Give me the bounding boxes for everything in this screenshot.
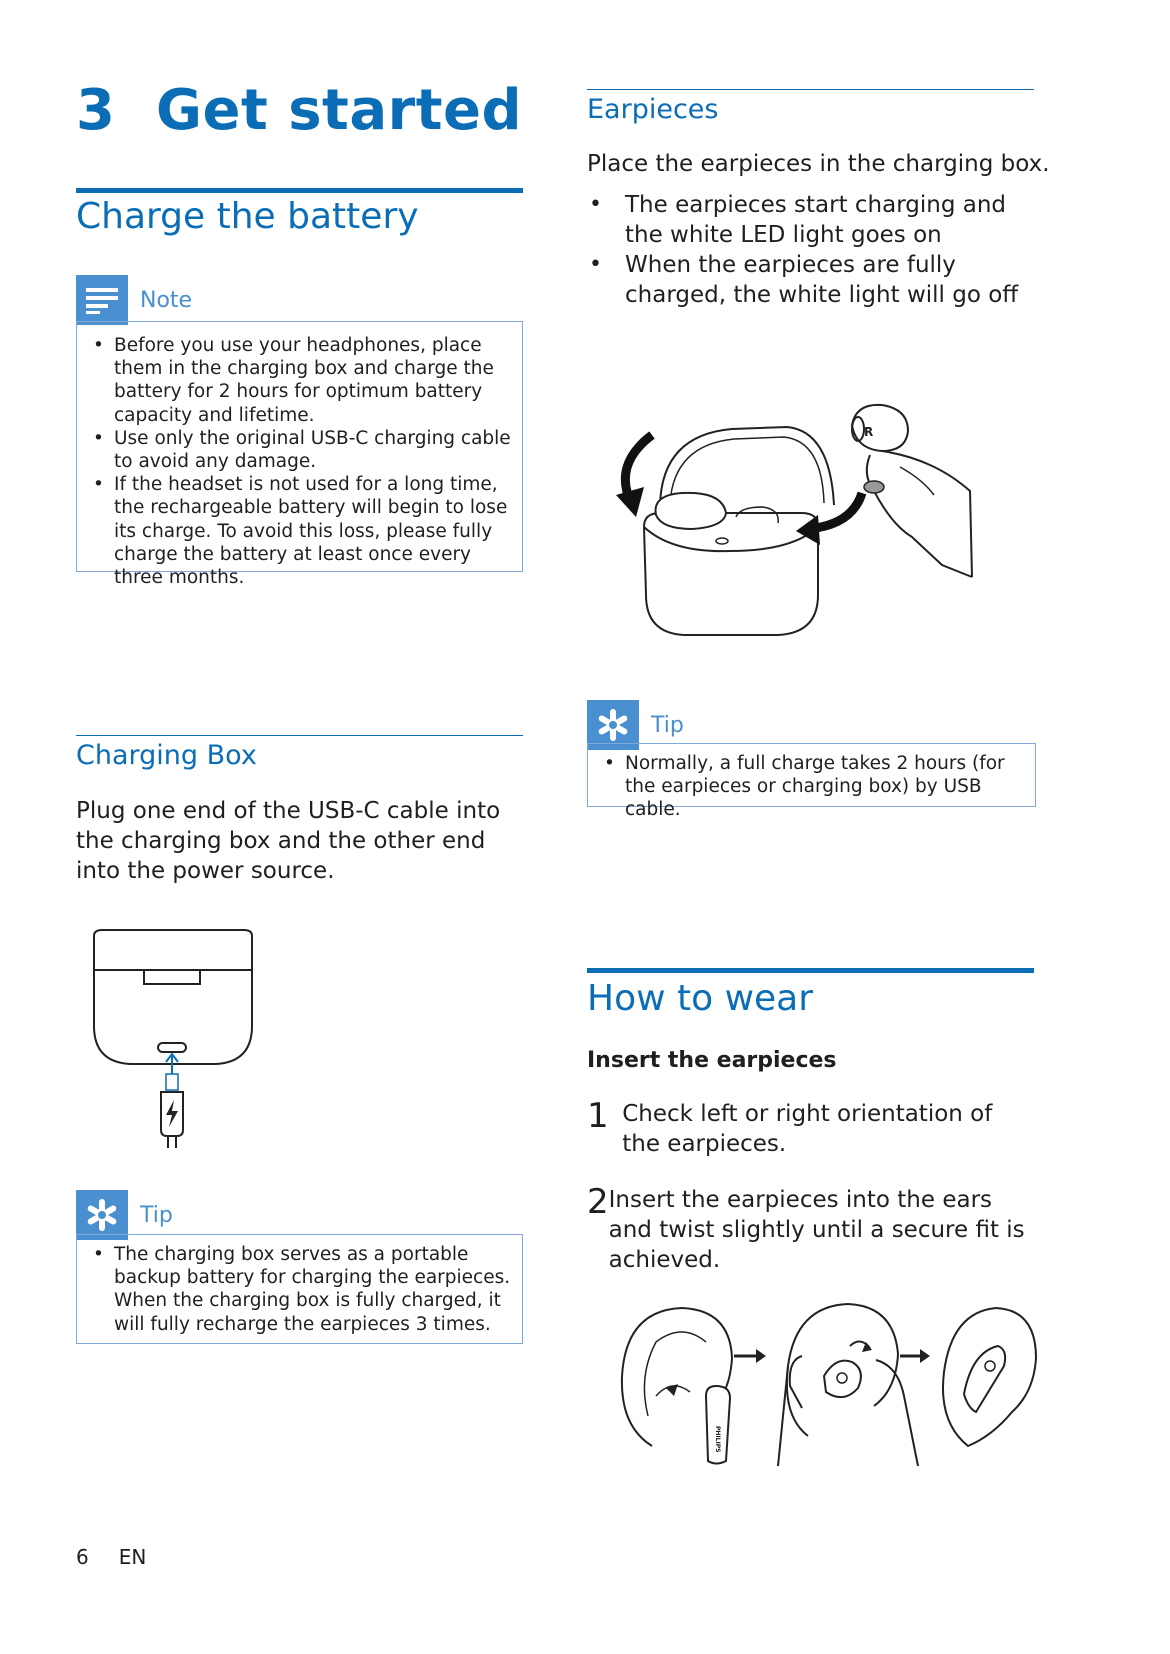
tip-item: • The charging box serves as a portable backup battery for charging the earpieces. When the charging box is fully charged, it will fully recharge the earpieces 3 times. (81, 1243, 512, 1336)
step (587, 1182, 1037, 1275)
how-to-wear-subtitle: Insert the earpieces (587, 1048, 837, 1073)
note-box (76, 321, 523, 589)
earpieces-bullet: • When the earpieces are fully charged, the white light will go off (587, 250, 1037, 310)
charging-box-text: Plug one end of the USB-C cable into the charging box and the other end into the power source. (76, 798, 501, 884)
section-rule (587, 968, 1034, 973)
note-header (76, 275, 192, 325)
asterisk-icon (76, 1190, 128, 1240)
tip-box (587, 743, 1036, 821)
subsection-rule (76, 735, 523, 736)
step-text: Insert the earpieces into the ears and twist slightly until a secure fit is achieved. (608, 1187, 1025, 1273)
earpieces-bullets (587, 190, 1037, 310)
earpieces-bullet: • The earpieces start charging and the white LED light goes on (587, 190, 1037, 250)
earpieces-intro: Place the earpieces in the charging box. (587, 151, 1050, 177)
tip-label: Tip (651, 712, 684, 738)
section-rule (76, 188, 523, 193)
earpiece-mark: R (864, 425, 874, 439)
subsection-title-earpieces: Earpieces (587, 94, 719, 125)
earpiece-brand: PHILIPS (714, 1426, 721, 1453)
step-text: Check left or right orientation of the earpieces. (622, 1101, 993, 1157)
note-item: • Use only the original USB-C charging cable to avoid any damage. (81, 427, 512, 473)
step (587, 1096, 1037, 1159)
tip-item: • Normally, a full charge takes 2 hours (for the earpieces or charging box) by USB cable. (592, 752, 1025, 822)
wear-steps-illustration (612, 1296, 1042, 1475)
note-item: • Before you use your headphones, place them in the charging box and charge the battery for 2 hours for optimum battery capacity and lifetime. (81, 334, 512, 427)
chapter-title: Get started (156, 78, 523, 143)
step-number: 1 (587, 1096, 609, 1136)
chapter-heading (76, 78, 522, 143)
note-label: Note (140, 287, 193, 313)
language-code: EN (118, 1545, 147, 1569)
earpieces-in-box-illustration (612, 395, 982, 649)
page-footer (76, 1545, 146, 1569)
note-icon (76, 275, 128, 325)
subsection-title-charging-box: Charging Box (76, 740, 257, 771)
page-number: 6 (76, 1545, 89, 1569)
tip-label: Tip (140, 1202, 173, 1228)
chapter-number: 3 (76, 78, 116, 143)
step-number: 2 (587, 1182, 609, 1222)
tip-header (76, 1190, 173, 1240)
subsection-rule (587, 89, 1034, 90)
section-title-how-to-wear: How to wear (587, 978, 814, 1019)
tip-box (76, 1234, 523, 1344)
section-title-charge-battery: Charge the battery (76, 196, 419, 237)
note-item: • If the headset is not used for a long time, the rechargeable battery will begin to lose its charge. To avoid this loss, please fully charge the battery at least once every three months. (81, 473, 512, 589)
charging-box-illustration (88, 926, 258, 1156)
